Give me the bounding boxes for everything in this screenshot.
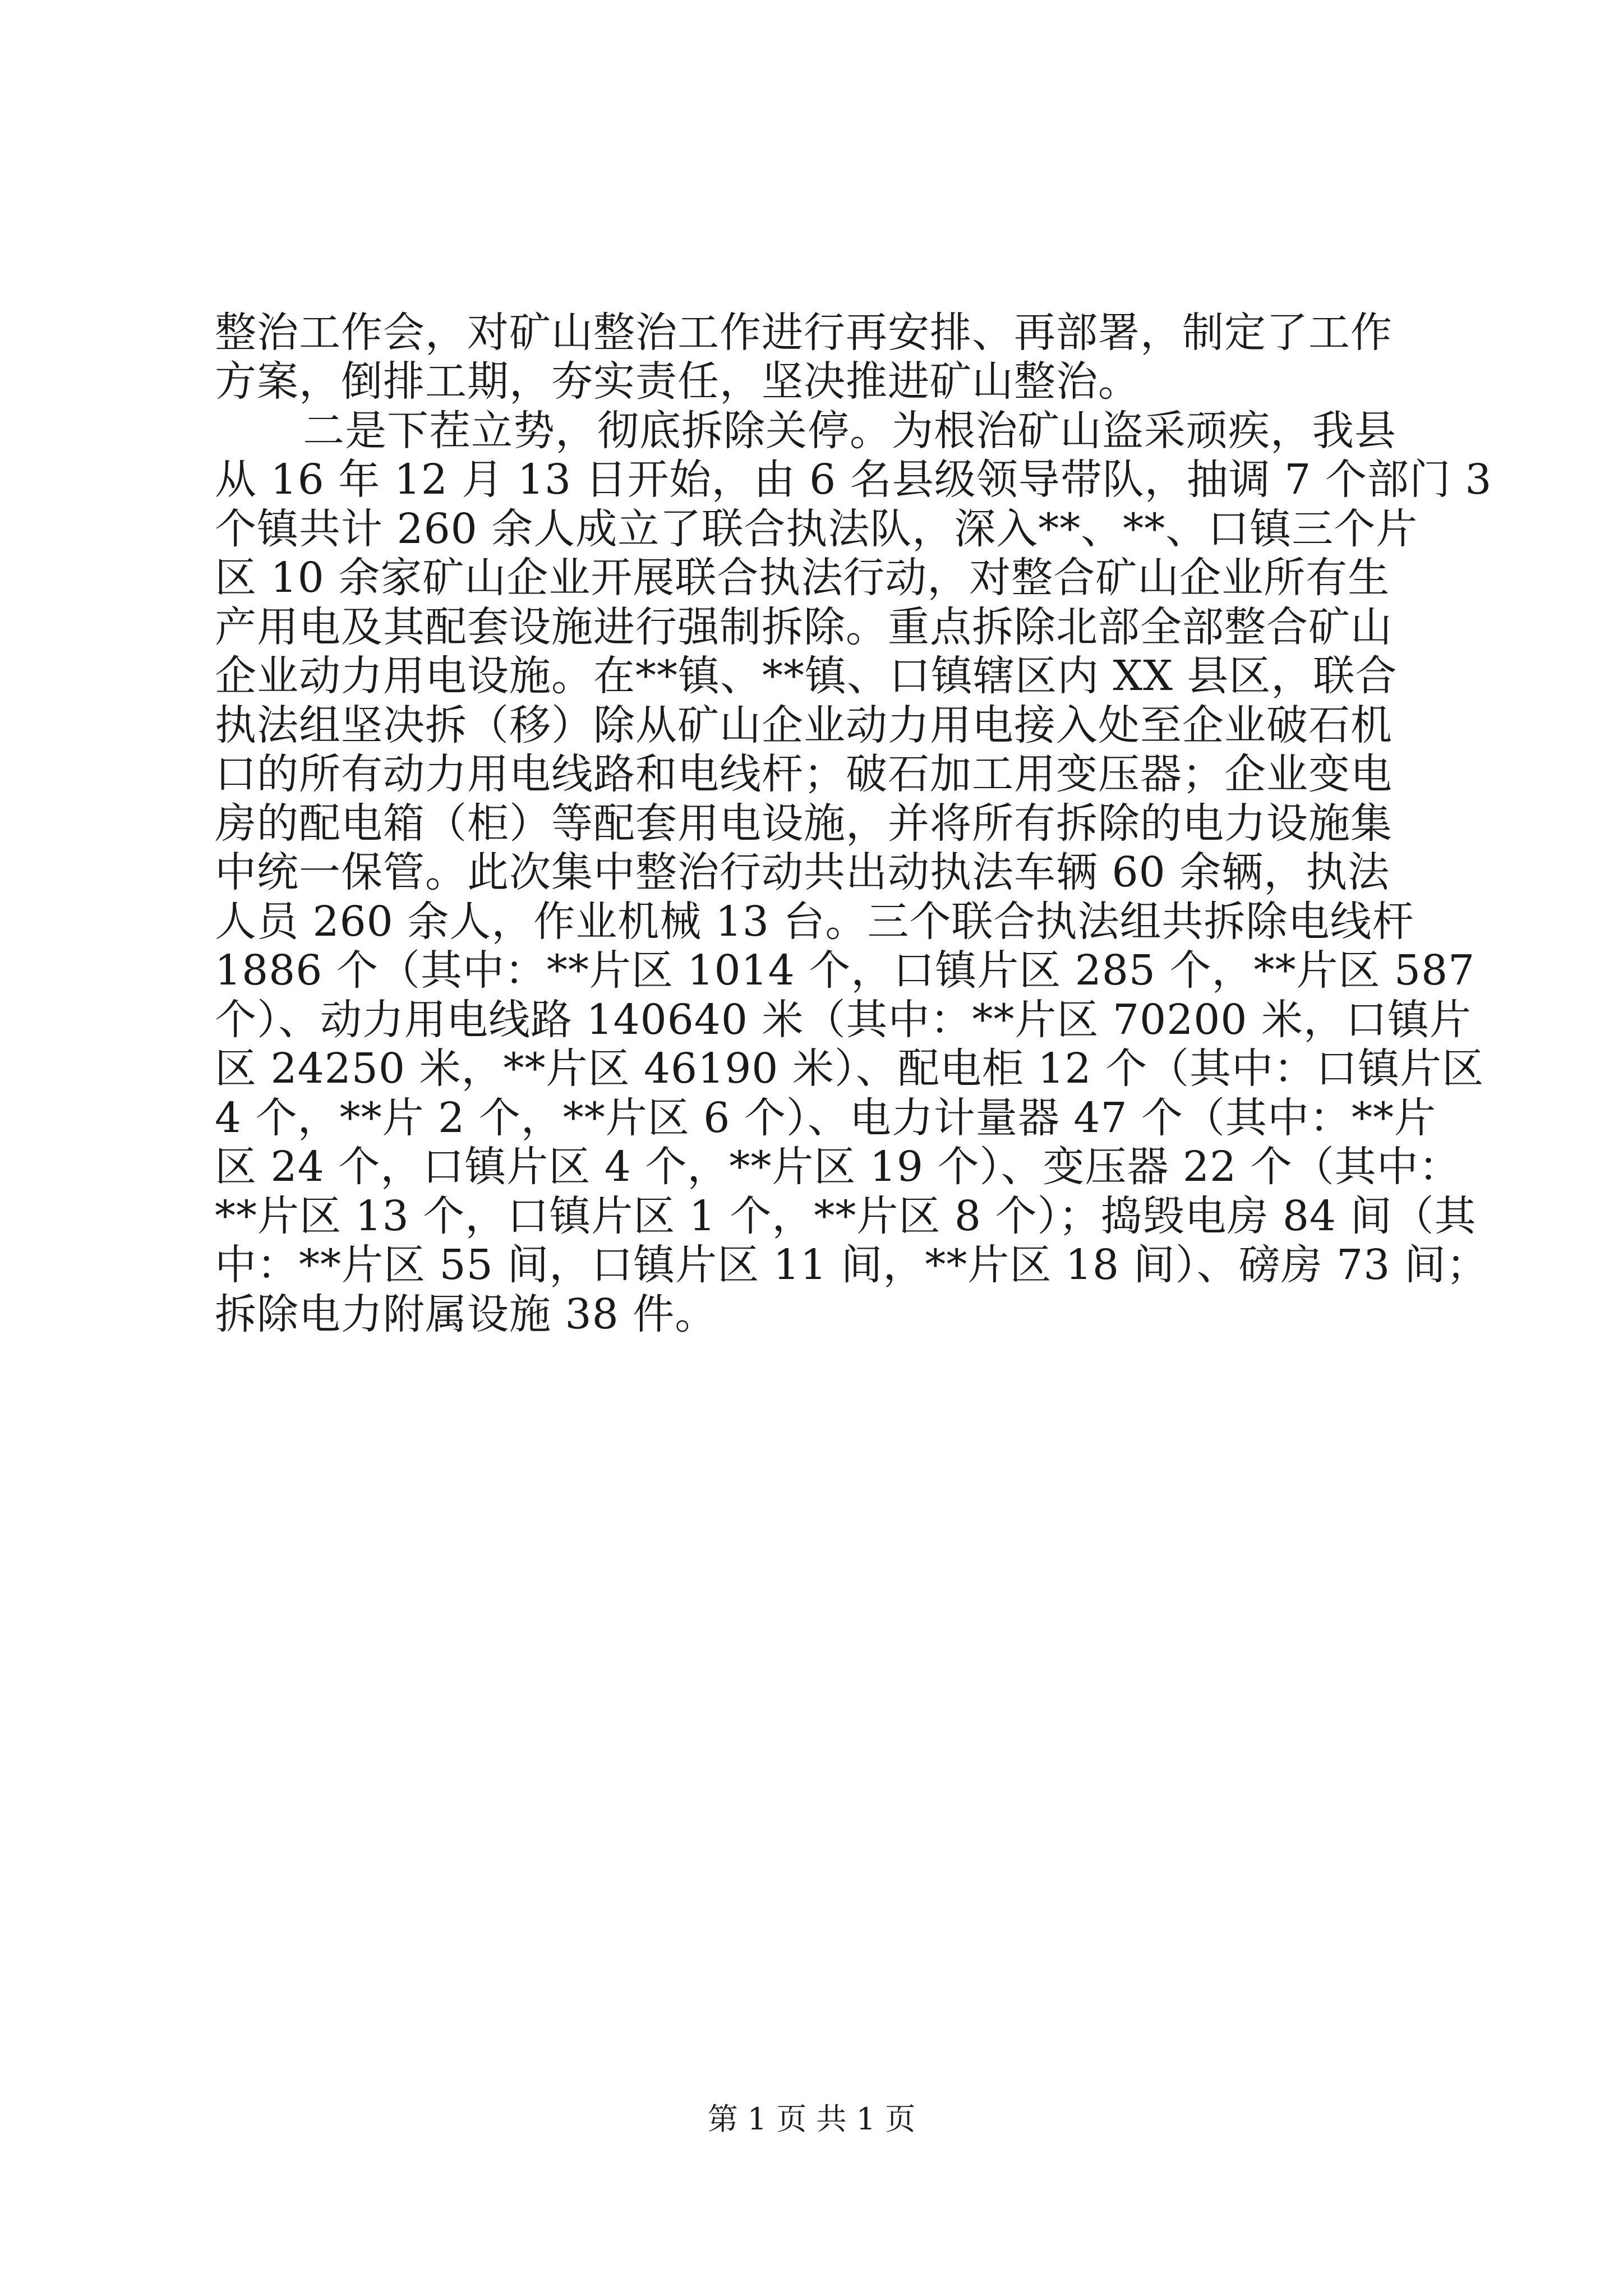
body-line-14: 1886 个（其中：**片区 1014 个，口镇片区 285 个，**片区 587 <box>215 946 1476 995</box>
paragraph-2-first-line: 二是下茬立势，彻底拆除关停。为根治矿山盗采顽疾，我县 <box>303 407 1396 455</box>
body-line-1: 整治工作会，对矿山整治工作进行再安排、再部署，制定了工作 <box>215 309 1393 357</box>
body-line-4: 从 16 年 12 月 13 日开始，由 6 名县级领导带队，抽调 7 个部门 3 <box>215 455 1492 504</box>
body-line-21: 拆除电力附属设施 38 件。 <box>215 1290 717 1338</box>
body-line-16: 区 24250 米，**片区 46190 米）、配电柜 12 个（其中：口镇片区 <box>215 1045 1484 1093</box>
body-line-10: 口的所有动力用电线路和电线杆；破石加工用变压器；企业变电 <box>215 750 1393 798</box>
body-line-7: 产用电及其配套设施进行强制拆除。重点拆除北部全部整合矿山 <box>215 603 1393 651</box>
body-line-9: 执法组坚决拆（移）除从矿山企业动力用电接入处至企业破石机 <box>215 701 1393 749</box>
body-line-15: 个）、动力用电线路 140640 米（其中：**片区 70200 米，口镇片 <box>215 996 1472 1044</box>
body-line-5: 个镇共计 260 余人成立了联合执法队，深入**、**、口镇三个片 <box>215 505 1418 553</box>
body-line-17: 4 个，**片 2 个，**片区 6 个）、电力计量器 47 个（其中：**片 <box>215 1094 1437 1142</box>
body-line-20: 中：**片区 55 间，口镇片区 11 间，**片区 18 间）、磅房 73 间； <box>215 1241 1488 1289</box>
body-line-8: 企业动力用电设施。在**镇、**镇、口镇辖区内 XX 县区，联合 <box>215 652 1398 700</box>
body-line-6: 区 10 余家矿山企业开展联合执法行动，对整合矿山企业所有生 <box>215 554 1390 602</box>
body-line-2: 方案，倒排工期，夯实责任，坚决推进矿山整治。 <box>215 357 1140 406</box>
body-line-18: 区 24 个，口镇片区 4 个，**片区 19 个）、变压器 22 个（其中： <box>215 1143 1461 1191</box>
body-line-11: 房的配电箱（柜）等配套用电设施，并将所有拆除的电力设施集 <box>215 799 1393 848</box>
body-line-13: 人员 260 余人，作业机械 13 台。三个联合执法组共拆除电线杆 <box>215 898 1414 946</box>
page-footer: 第 1 页 共 1 页 <box>707 2101 916 2137</box>
body-line-19: **片区 13 个，口镇片区 1 个，**片区 8 个）；捣毁电房 84 间（其 <box>215 1192 1477 1240</box>
body-line-12: 中统一保管。此次集中整治行动共出动执法车辆 60 余辆，执法 <box>215 848 1390 896</box>
